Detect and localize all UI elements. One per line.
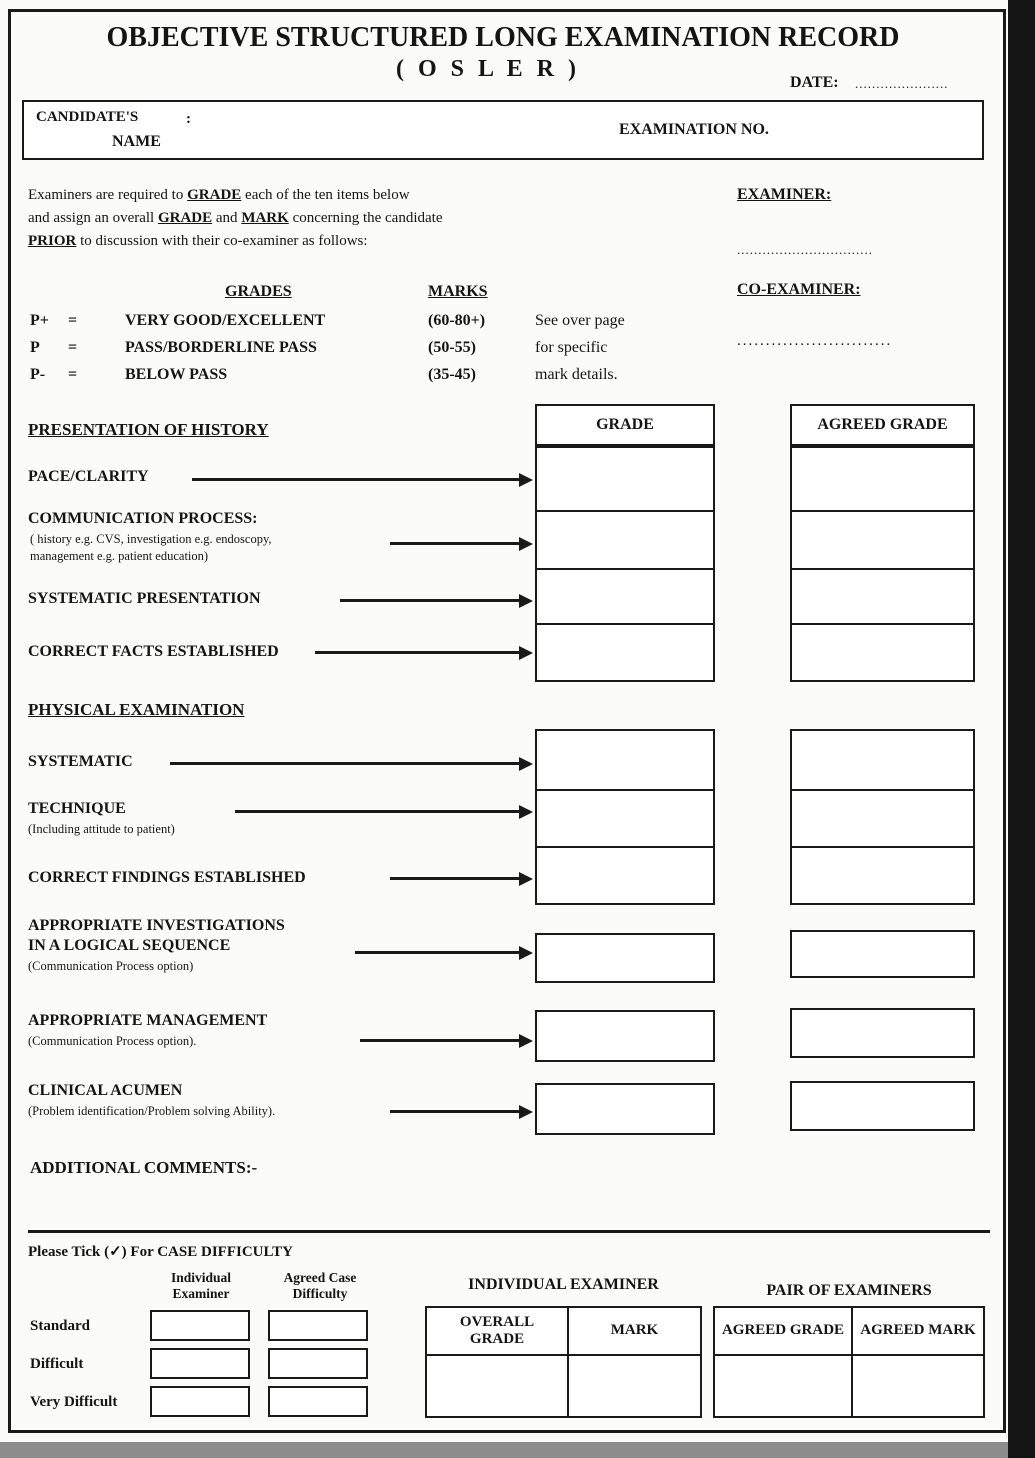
key-equals: = <box>68 312 78 329</box>
form-title: OBJECTIVE STRUCTURED LONG EXAMINATION RECORD <box>106 22 900 53</box>
pair-examiners-title: PAIR OF EXAMINERS <box>766 1282 932 1299</box>
arrow-icon <box>390 542 520 545</box>
candidate-box[interactable] <box>22 100 984 160</box>
history-grade-table <box>535 446 715 682</box>
agreed-grade-column-header-label: AGREED GRADE <box>817 416 948 433</box>
arrow-icon <box>192 478 520 481</box>
individual-column-line2: Examiner <box>172 1286 230 1301</box>
history-grade-cell-systematic-presentation[interactable] <box>537 570 713 625</box>
physical-agreed-cell-technique[interactable] <box>792 791 973 848</box>
arrow-icon <box>390 877 520 880</box>
instr-seg: each of the ten items below <box>241 187 410 203</box>
key-mark-range: (35-45) <box>428 366 476 383</box>
individual-examiner-table <box>425 1306 702 1418</box>
instr-seg: concerning the candidate <box>288 210 443 226</box>
difficulty-label-standard: Standard <box>30 1318 91 1334</box>
mark-header: MARK <box>569 1308 700 1356</box>
key-description: VERY GOOD/EXCELLENT <box>125 312 326 329</box>
physical-grade-cell-technique[interactable] <box>537 791 713 848</box>
label-appropriate-management: APPROPRIATE MANAGEMENT <box>28 1012 268 1029</box>
physical-agreed-grade-table <box>790 729 975 905</box>
history-grade-cell-pace-clarity[interactable] <box>537 448 713 512</box>
key-description: BELOW PASS <box>125 366 228 383</box>
technique-sub: (Including attitude to patient) <box>28 822 175 836</box>
key-symbol: P- <box>30 366 46 383</box>
physical-heading: PHYSICAL EXAMINATION <box>28 700 245 719</box>
label-appropriate-investigations: APPROPRIATE INVESTIGATIONS <box>28 917 285 934</box>
arrow-icon <box>390 1110 520 1113</box>
instr-keyword-grade-2: GRADE <box>157 210 213 226</box>
marks-header: MARKS <box>428 283 488 300</box>
agreed-grade-cell[interactable] <box>715 1356 853 1416</box>
overall-grade-cell[interactable] <box>427 1356 569 1416</box>
label-clinical-acumen: CLINICAL ACUMEN <box>28 1082 183 1099</box>
key-note: mark details. <box>535 366 618 383</box>
communication-sub-2: management e.g. patient education) <box>30 549 209 563</box>
history-agreed-cell-communication[interactable] <box>792 512 973 570</box>
history-heading: PRESENTATION OF HISTORY <box>28 420 269 439</box>
agreed-column-line1: Agreed Case <box>283 1270 357 1285</box>
key-note: See over page <box>535 312 625 329</box>
instr-seg: and <box>212 210 242 226</box>
investigations-agreed-box[interactable] <box>790 930 975 978</box>
scan-artifact-bottom <box>0 1442 1035 1458</box>
date-fill-line[interactable]: ...................... <box>855 76 949 91</box>
instr-seg: to discussion with their co-examiner as follows: <box>76 233 368 249</box>
mark-cell[interactable] <box>569 1356 700 1416</box>
grade-key-row <box>30 366 730 388</box>
key-equals: = <box>68 366 78 383</box>
arrow-icon <box>360 1039 520 1042</box>
label-logical-sequence: IN A LOGICAL SEQUENCE <box>28 937 231 954</box>
tickbox-very-difficult-agreed[interactable] <box>268 1386 368 1417</box>
instr-keyword-grade-1: GRADE <box>187 187 242 203</box>
case-difficulty-title: Please Tick (✓) For CASE DIFFICULTY <box>28 1244 293 1260</box>
label-correct-facts: CORRECT FACTS ESTABLISHED <box>28 643 279 660</box>
label-systematic: SYSTEMATIC <box>28 753 133 770</box>
key-mark-range: (60-80+) <box>428 312 486 329</box>
difficulty-label-difficult: Difficult <box>30 1356 84 1372</box>
acumen-grade-box[interactable] <box>535 1083 715 1135</box>
name-label: NAME <box>112 133 161 150</box>
grade-key-row <box>30 312 730 334</box>
investigations-grade-box[interactable] <box>535 933 715 983</box>
arrow-icon <box>340 599 520 602</box>
physical-agreed-cell-correct-findings[interactable] <box>792 848 973 903</box>
history-agreed-grade-table <box>790 446 975 682</box>
instr-keyword-mark: MARK <box>241 210 289 226</box>
physical-grade-cell-correct-findings[interactable] <box>537 848 713 903</box>
individual-column-line1: Individual <box>170 1270 232 1285</box>
form-subtitle: ( O S L E R ) <box>395 56 581 82</box>
key-symbol: P <box>30 339 40 356</box>
grade-column-header <box>535 404 715 446</box>
grade-key-row <box>30 339 730 361</box>
arrow-icon <box>355 951 520 954</box>
instr-seg: and assign an overall <box>28 210 158 226</box>
tickbox-very-difficult-individual[interactable] <box>150 1386 250 1417</box>
date-label: DATE: <box>790 74 839 91</box>
individual-examiner-title: INDIVIDUAL EXAMINER <box>468 1276 659 1293</box>
arrow-icon <box>235 810 520 813</box>
history-agreed-cell-correct-facts[interactable] <box>792 625 973 680</box>
co-examiner-label: CO-EXAMINER: <box>737 281 861 298</box>
comments-area[interactable] <box>28 1185 978 1227</box>
acumen-sub: (Problem identification/Problem solving Ability). <box>28 1104 276 1118</box>
physical-grade-table <box>535 729 715 905</box>
agreed-column-line2: Difficulty <box>292 1286 348 1301</box>
acumen-agreed-box[interactable] <box>790 1081 975 1131</box>
grade-column-header-label: GRADE <box>596 416 654 433</box>
history-agreed-cell-pace-clarity[interactable] <box>792 448 973 512</box>
arrow-icon <box>315 651 520 654</box>
management-sub: (Communication Process option). <box>28 1034 197 1048</box>
tickbox-difficult-agreed[interactable] <box>268 1348 368 1379</box>
label-pace-clarity: PACE/CLARITY <box>28 468 149 485</box>
key-note: for specific <box>535 339 608 356</box>
key-description: PASS/BORDERLINE PASS <box>125 339 317 356</box>
individual-examiner-column-label <box>148 1270 254 1302</box>
key-symbol: P+ <box>30 312 49 329</box>
communication-sub-1: ( history e.g. CVS, investigation e.g. endoscopy, <box>30 532 272 546</box>
overall-grade-header: OVERALL GRADE <box>427 1308 569 1356</box>
label-systematic-presentation: SYSTEMATIC PRESENTATION <box>28 590 261 607</box>
examination-no-label: EXAMINATION NO. <box>619 121 769 138</box>
tickbox-difficult-individual[interactable] <box>150 1348 250 1379</box>
section-divider <box>28 1230 990 1233</box>
agreed-mark-cell[interactable] <box>853 1356 983 1416</box>
physical-agreed-cell-systematic[interactable] <box>792 731 973 791</box>
key-equals: = <box>68 339 78 356</box>
examiner-label: EXAMINER: <box>737 186 832 203</box>
arrow-icon <box>170 762 520 765</box>
scan-artifact-right <box>1008 0 1035 1458</box>
agreed-grade-header: AGREED GRADE <box>715 1308 853 1356</box>
co-examiner-fill-line[interactable]: ........................... <box>737 333 893 349</box>
grades-header: GRADES <box>225 283 292 300</box>
history-grade-cell-communication[interactable] <box>537 512 713 570</box>
label-communication-process: COMMUNICATION PROCESS: <box>28 510 258 527</box>
candidates-colon: : <box>186 111 191 127</box>
label-technique: TECHNIQUE <box>28 800 126 817</box>
tickbox-standard-individual[interactable] <box>150 1310 250 1341</box>
instructions-text <box>28 184 628 253</box>
instr-seg: Examiners are required to <box>28 187 188 203</box>
key-mark-range: (50-55) <box>428 339 476 356</box>
investigations-sub: (Communication Process option) <box>28 959 194 973</box>
additional-comments-label: ADDITIONAL COMMENTS:- <box>30 1158 258 1177</box>
agreed-grade-column-header <box>790 404 975 446</box>
difficulty-label-very-difficult: Very Difficult <box>30 1394 118 1410</box>
tickbox-standard-agreed[interactable] <box>268 1310 368 1341</box>
pair-examiners-table <box>713 1306 985 1418</box>
examiner-fill-line[interactable]: ................................ <box>737 242 873 257</box>
instr-keyword-prior: PRIOR <box>28 233 77 249</box>
history-agreed-cell-systematic-presentation[interactable] <box>792 570 973 625</box>
agreed-mark-header: AGREED MARK <box>853 1308 983 1356</box>
physical-grade-cell-systematic[interactable] <box>537 731 713 791</box>
management-grade-box[interactable] <box>535 1010 715 1062</box>
agreed-case-difficulty-column-label <box>262 1270 378 1302</box>
candidates-label: CANDIDATE'S <box>36 109 139 125</box>
label-correct-findings: CORRECT FINDINGS ESTABLISHED <box>28 869 306 886</box>
management-agreed-box[interactable] <box>790 1008 975 1058</box>
history-grade-cell-correct-facts[interactable] <box>537 625 713 680</box>
